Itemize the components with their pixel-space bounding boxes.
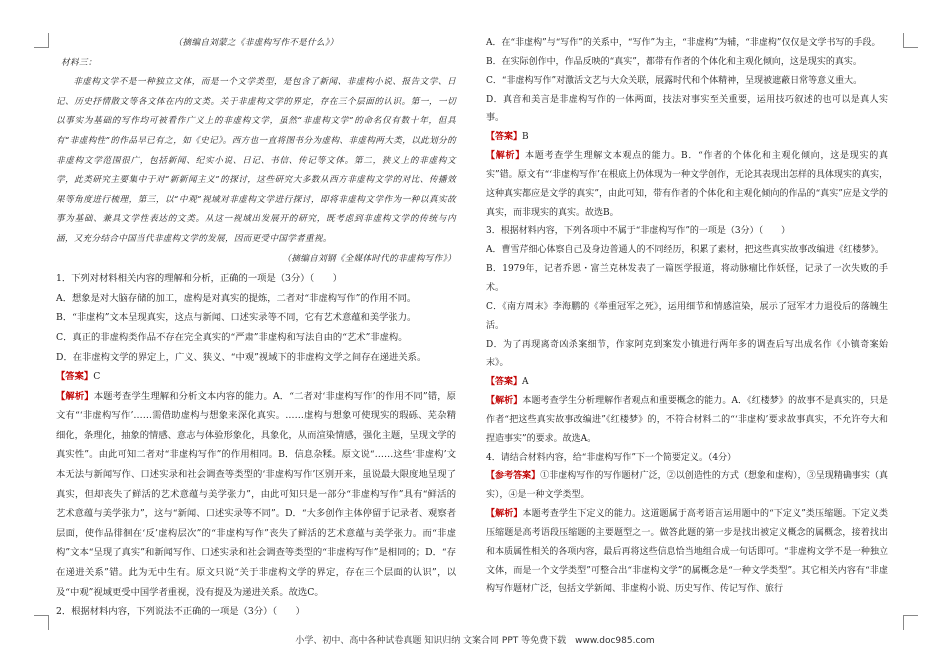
explanation-label: 【解析】 — [486, 509, 523, 520]
question-1-option-c: C．真正的非虚构类作品不存在完全真实的“严肃”非虚构和写法自由的“艺术”非虚构。 — [56, 331, 408, 343]
explanation-text: 本题考查学生理解和分析文本内容的能力。A．“二者对‘非虚构写作’的作用不同”错，原文有“‘非虚构写作’……需借助虚构与想象来深化真实。……虚构与想象可使现实的瑕砾、芜杂精细化，条理化，抽象的情感、意志与体验形象化，具象化，从而渲染情感，强化主题，呈现文学的真实性”。由此可知二者对“非虚构写作”的作用相同。B．信息杂糅。原文说“……这些‘非虚构’文本无法与新闻写作、口述实录和社会调查等类型的‘非虚构写作’区别开来，虽说最大限度地呈现了真实，但却丧失了鲜活的艺术意蕴与美学张力”，由此可知只是一部分“非虚构写作”具有“鲜活的艺术意蕴与美学张力”，这与“新闻、口述实录等不同”。D．“大多创作主体停留于记录者、观察者层面，使作品徘徊在‘反’虚构层次”的“非虚构写作”丧失了鲜活的艺术意蕴与美学张力。而“非虚构”文本“呈现了真实”和新闻写作、口述实录和社会调查等类型的“非虚构写作”是相同的；D．“存在递进关系”错。此为无中生有。原文只说“关于非虚构文学的界定，存在三个层面的认识”，以及“中观”视域更受中国学者重视，没有提及为递进关系。故选C。 — [56, 390, 456, 598]
explanation-label: 【解析】 — [486, 396, 523, 407]
question-2-option-b: B．在实际创作中，作品反映的“真实”，都带有作者的个体化和主观化倾向，这是现实的真实。 — [486, 56, 862, 67]
question-3-explanation — [486, 392, 888, 449]
answer-label: 【答案】 — [486, 377, 523, 388]
material-3-title: 材料三： — [61, 57, 97, 68]
question-1-option-a: A．想象是对大脑存储的加工，虚构是对真实的提炼，二者对“非虚构写作”的作用不同。 — [56, 292, 417, 304]
answer-value: B — [522, 132, 529, 143]
reference-answer-text: ①非虚构写作的写作题材广泛，②以创造性的方式（想象和虚构），③呈现精确事实（真实），④是一种文学类型。 — [486, 471, 888, 501]
question-3-answer — [486, 373, 888, 392]
question-1: 1．下列对材料相关内容的理解和分析，正确的一项是（3分）（ ） — [56, 273, 343, 285]
question-2-option-c: C．“非虚构写作”对激活文艺与大众关联，展露时代和个体精神，呈现被遮蔽日常等意义重大。 — [486, 75, 863, 86]
source-citation-1: （摘编自刘蒙之《非虚构写作不是什么》） — [173, 38, 339, 48]
answer-label: 【答案】 — [56, 371, 94, 383]
question-2-explanation — [486, 147, 888, 222]
explanation-label: 【解析】 — [56, 390, 94, 402]
reference-answer-label: 【参考答案】 — [486, 471, 541, 482]
question-3: 3．根据材料内容，下列各项中不属于“非虚构写作”的一项是（3分）（ ） — [486, 226, 791, 237]
crop-mark-top-left — [34, 33, 49, 48]
page-footer: 小学、初中、高中各种试卷真题 知识归纳 文案合同 PPT 等免费下载 www.doc985.com — [295, 636, 655, 646]
explanation-text: 本题考查学生下定义的能力。这道题属于高考语言运用题中的“下定义”类压缩题。下定义类压缩题是高考语段压缩题的主要题型之一。做答此题的第一步是找出被定义概念的属概念，接着找出和本质属性相关的各项内容，最后再将这些信息恰当地组合成一句话即可。“非虚构文学不是一种独立文体，而是一个文学类型”可整合出“非虚构文学”的属概念是“一种文学类型”。其它相关内容有“非虚构写作题材广泛，包括文学新闻、非虚构小说、历史写作、传记写作、旅行 — [486, 509, 888, 595]
crop-mark-top-right — [903, 33, 918, 48]
explanation-text: 本题考查学生分析理解作者观点和重要概念的能力。A．《红楼梦》的故事不是真实的，只是作者“把这些真实故事改编进”《红楼梦》的，不符合材料二的“‘非虚构’要求故事真实，不允许夸大和捏造事实”的要求。故选A。 — [486, 396, 888, 444]
question-2-option-d: D．真音和美言是非虚构写作的一体两面，技法对事实至关重要，运用技巧叙述的也可以是真人实事。 — [486, 94, 888, 124]
question-3-option-c: C．《南方周末》李海鹏的《举重冠军之死》，运用细节和情感渲染，展示了冠军才力退役后的落魄生活。 — [486, 301, 888, 331]
question-4-explanation — [486, 505, 888, 599]
question-1-option-d: D．在非虚构文学的界定上，广义、狭义、“中观”视域下的非虚构文学之间存在递进关系。 — [56, 351, 427, 363]
question-3-option-b: B．1979年，记者乔恩・富兰克林发表了一篇医学报道，将动脉瘤比作妖怪，记录了一次失败的手术。 — [486, 264, 888, 293]
right-column — [486, 34, 888, 599]
question-2: 2．根据材料内容，下列说法不正确的一项是（3分）（ ） — [56, 606, 305, 618]
explanation-label: 【解析】 — [486, 151, 526, 162]
left-column — [56, 34, 456, 622]
answer-value: A — [522, 377, 529, 388]
question-2-option-a: A．在“非虚构”与“写作”的关系中，“写作”为主，“非虚构”为辅，“非虚构”仅仅是文学书写的手段。 — [486, 38, 881, 48]
crop-mark-bottom-left — [34, 615, 49, 630]
question-4-reference-answer — [486, 467, 888, 505]
source-citation-2: （摘编自刘钢《全媒体时代的非虚构写作》） — [282, 253, 456, 264]
question-1-answer — [56, 367, 456, 387]
material-3-text: 非虚构文学不是一种独立文体，而是一个文学类型，是包含了新闻、非虚构小说、报告文学、日记、历史抒情散文等各文体在内的文类。关于非虚构文学的界定，存在三个层面的认识。第一，一切以事实为基础的写作均可被看作广义上的非虚构文学，虽然“非虚构文学”的命名仅有数十年，但具有“非虚构性”的作品早已有之，如《史记》。西方也一直将图书分为虚构、非虚构两大类，以此划分的非虚构文学范围很广，包括新闻、纪实小说、日记、书信、传记等文体。第二，狭义上的非虚构文学，此类研究主要集中于对“新新闻主义”的探讨，这些研究大多数从西方非虚构文学的对比、传播效果等角度进行梳理，第三，以“中观”视域对非虚构文学进行探讨，即将非虚构文学作为一种以真实故事为基础、兼具文学性表达的文类。从这一视域出发展开的研究，既考虑到非虚构文学的传统与内涵，又充分结合中国当代非虚构文学的发展，因而更受中国学者重视。 — [56, 77, 456, 244]
question-1-option-b: B．“非虚构”文本呈现真实，这点与新闻、口述实录等不同，它有艺术意蕴和美学张力。 — [56, 312, 417, 324]
crop-mark-bottom-right — [903, 615, 918, 630]
explanation-text: 本题考查学生理解文本观点的能力。B．“作者的个体化和主观化倾向，这是现实的真实”错。原文有“‘非虚构写作’在根底上仍体现为一种文学创作，无论其表现出怎样的具体现实的真实，这种真实都应是文学的真实”，由此可知，带有作者的个体化和主观化倾向的作品的“真实”应是文学的真实，而非现实的真实。故选B。 — [486, 151, 888, 218]
question-3-option-a: A．曹雪芹细心体察自己及身边普通人的不同经历，积累了素材，把这些真实故事改编进《红楼梦》。 — [486, 245, 885, 256]
answer-value: C — [93, 371, 101, 383]
answer-label: 【答案】 — [486, 132, 523, 143]
question-3-option-d: D．为了再现离奇凶杀案细节，作家阿克到案发小镇进行两年多的调查后写出成名作《小镇奇案始末》。 — [486, 339, 888, 369]
question-1-explanation — [56, 387, 456, 603]
question-4: 4．请结合材料内容，给“非虚构写作”下一个简要定义。（4分） — [486, 452, 737, 463]
question-2-answer — [486, 128, 888, 147]
